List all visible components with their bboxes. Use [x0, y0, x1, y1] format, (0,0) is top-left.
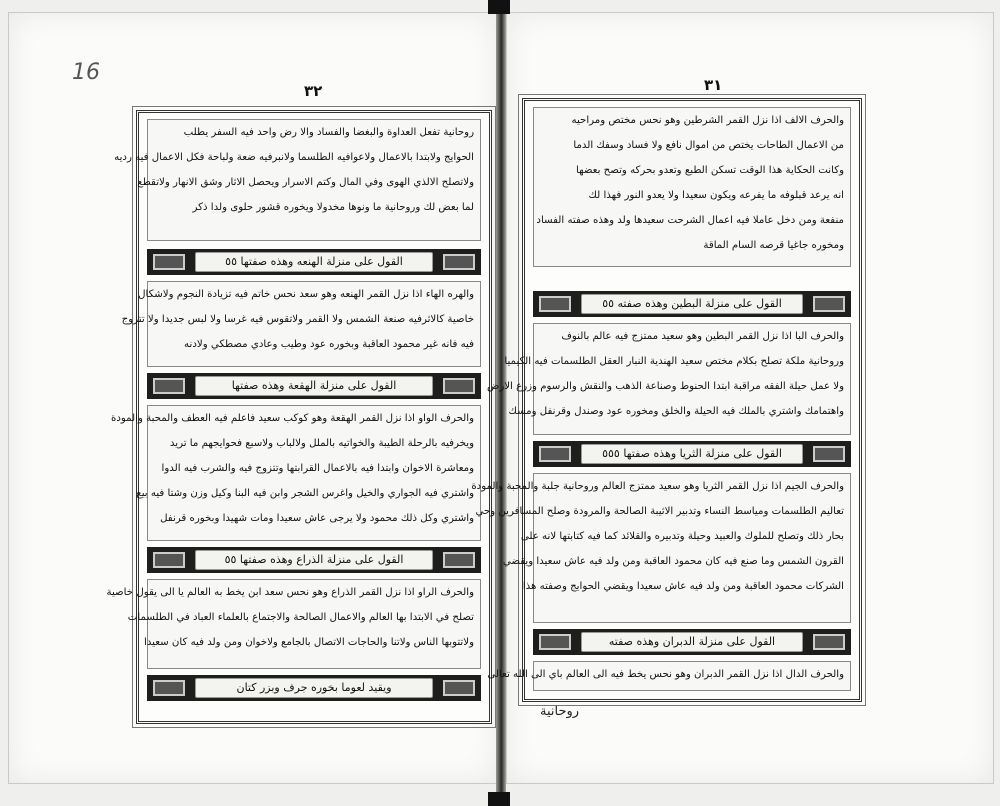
left-text-block-3 [111, 405, 481, 541]
ornament-box [443, 378, 475, 394]
heading-cartouche: القول على منزلة الدبران وهذه صفته [581, 632, 803, 652]
ornament-box [153, 378, 185, 394]
ornament-box [153, 254, 185, 270]
text-line: لما بعض لك وروحانية ما ونوها مخدولا ويخوره قشور حلوى ولدا ذكر [192, 202, 474, 213]
left-text-frame [106, 110, 492, 724]
right-text-block-4 [487, 661, 851, 691]
ornament-box [443, 680, 475, 696]
left-text-block-4 [106, 579, 481, 669]
ornament-box [539, 296, 571, 312]
text-line: من الاعمال الطاحات يختص من اموال نافع ولا فساد وسفك الدما [573, 140, 844, 151]
right-text-block-1 [533, 107, 851, 267]
text-line: خاصية كالاثرفيه صنعة الشمس ولا القمر ولاتقوس فيه غرسا ولا لبس جديدا ولا تتزوج [121, 314, 474, 325]
left-footer-band [147, 675, 481, 701]
text-line: تصلح في الابتدا بها العالم والاعمال الصالحة والاجتماع بالعلماء العباد في الطلسمات [127, 612, 474, 623]
left-heading-1 [147, 249, 481, 275]
heading-cartouche: القول على منزلة الهنعه وهذه صفتها ٥٥ [195, 252, 433, 272]
text-line: فيه فانه غير محمود العاقبة وبخوره عود وطيب وعادي مصطكي ولادنه [184, 339, 474, 350]
ornament-box [539, 634, 571, 650]
left-heading-2 [147, 373, 481, 399]
text-line: والحرف البا اذا نزل القمر البطين وهو سعيد ممتزج فيه عالم بالنوف [561, 331, 844, 342]
folio-number: 16 [72, 60, 100, 85]
text-line: والهره الهاء اذا نزل القمر الهنعه وهو سعد نحس خاتم فيه تزيادة النجوم ولاشكال [138, 289, 474, 300]
text-line: ولاتصلح الالذي الهوى وفي المال وكتم الاسرار ويحصل الاثار وشق الانهار ولاتقطع [137, 177, 474, 188]
right-heading-1 [533, 291, 851, 317]
left-text-block-2 [121, 281, 481, 367]
right-text-frame [471, 98, 862, 702]
text-line: ولاتتوبها الناس ولاتنا والحاجات الاتصال بالجامع ولاخوان ومن ولد فيه كان سعيدا [143, 637, 474, 648]
text-line: واشتري وكل ذلك محمود ولا يرجى عاش سعيدا ومات شهيدا وبخوره قرنفل [160, 513, 474, 524]
text-line: روحانية تفعل العداوة والبغضا والفساد والا رض واحد فيه السفر يطلب [183, 127, 474, 138]
right-text-block-2 [487, 323, 851, 435]
text-line: وروحانية ملكة تصلح بكلام مختص سعيد الهندية النبار العقل الطلسمات فيه الكيميا [504, 356, 844, 367]
right-text-block-3 [471, 473, 851, 623]
left-text-block-1 [114, 119, 481, 241]
left-heading-3 [147, 547, 481, 573]
text-line: والحرف الواو اذا نزل القمر الهقعة وهو كوكب سعيد فاعلم فيه العطف والمحبة والمودة [111, 413, 474, 424]
text-line: منفعة ومن دخل عاملا فيه اعمال الشرحت سعيدها ولد وهذه صفته الفساد [536, 215, 844, 226]
binding-clip-bottom [488, 792, 510, 806]
text-line: الشركات محمود العاقبة ومن ولد فيه عاش سعيدا ويقضي الحوايج وصفته هذا [522, 581, 844, 592]
text-line: واهتمامك واشتري بالملك فيه الحيلة والخلق ومخوره عود وصندل وقرنفل ومسك [508, 406, 844, 417]
text-line: القرون الشمس وما صنع فيه كان محمود العاقبة ومن ولد فيه عاش سعيدا ويقضي [502, 556, 844, 567]
ornament-box [813, 296, 845, 312]
heading-cartouche: القول على منزلة الهقعة وهذه صفتها [195, 376, 433, 396]
text-line: انه يرعد قبلوفه ما يفرعه ويكون سعيدا ولا يعدو النور فهذا لك [588, 190, 844, 201]
text-line: ومخوره جاغيا قرصه السام الماقة [703, 240, 844, 251]
ornament-box [539, 446, 571, 462]
ornament-box [813, 634, 845, 650]
binding-clip-top [488, 0, 510, 14]
text-line: والحرف الراو اذا نزل القمر الذراع وهو نحس سعد ابن يخط به العالم يا الى يقول خاصية [106, 587, 474, 598]
text-line: ويخرفيه بالرحلة الطيبة والخواتيه بالملل ولالباب ولاسبع فحوايجهم ما تريد [169, 438, 474, 449]
heading-cartouche: القول على منزلة الثريا وهذه صفتها ٥٥٥ [581, 444, 803, 464]
catchword: روحانية [540, 704, 580, 719]
ornament-box [443, 254, 475, 270]
text-line: بحار ذلك وتصلح للملوك والعبيد وحيلة وتدبيره والقلائد كما فيه كتابتها لانه على [520, 531, 844, 542]
ornament-box [813, 446, 845, 462]
text-line: تعاليم الطلسمات ومياسط النساء وتدبير الاثيبة الصالحة والمرودة وصلح المسافرين وحي [475, 506, 844, 517]
text-line: والحرف الدال اذا نزل القمر الدبران وهو نحس يخط فيه الى العالم باي الى الله تعالى [487, 669, 844, 680]
heading-cartouche: القول على منزلة البطين وهذه صفته ٥٥ [581, 294, 803, 314]
ornament-box [443, 552, 475, 568]
right-heading-3 [533, 629, 851, 655]
text-line: ومعاشرة الاخوان وابتدا فيه بالاعمال القرابتها وتتزوج فيه والشرب فيه الدوا [161, 463, 474, 474]
text-line: واشتري فيه الجواري والخيل واغرس الشجر وابن فيه البنا وكيل وزن وشتا فيه بيع [136, 488, 474, 499]
footer-cartouche: ويقيد لعوما بخوره جرف وبزر كتان [195, 678, 433, 698]
left-page-number: ٣٢ [304, 82, 323, 100]
right-heading-2 [533, 441, 851, 467]
ornament-box [153, 680, 185, 696]
text-line: وكانت الحكاية هذا الوقت تسكن الطبع وتعدو بحركه وتصح بعضها [576, 165, 844, 176]
right-page-number: ٣١ [704, 76, 723, 94]
text-line: والحرف الجيم اذا نزل القمر الثريا وهو سعيد ممتزج العالم وروحانية جلبة والمحبة والمودة [471, 481, 844, 492]
text-line: ولا عمل حيلة الفقه مراقبة ابتدا الحنوط وصناعة الذهب والنقش والرسوم وزرع الارض [487, 381, 844, 392]
ornament-box [153, 552, 185, 568]
text-line: والحرف الالف اذا نزل القمر الشرطين وهو نحس مختص ومراحيه [571, 115, 844, 126]
heading-cartouche: القول على منزلة الذراع وهذه صفتها ٥٥ [195, 550, 433, 570]
text-line: الحوايج ولابتدا بالاعمال ولاعوافيه الطلسما ولانبرفيه ضعة ولباحة فكل الاعمال فيه رديه [114, 152, 474, 163]
